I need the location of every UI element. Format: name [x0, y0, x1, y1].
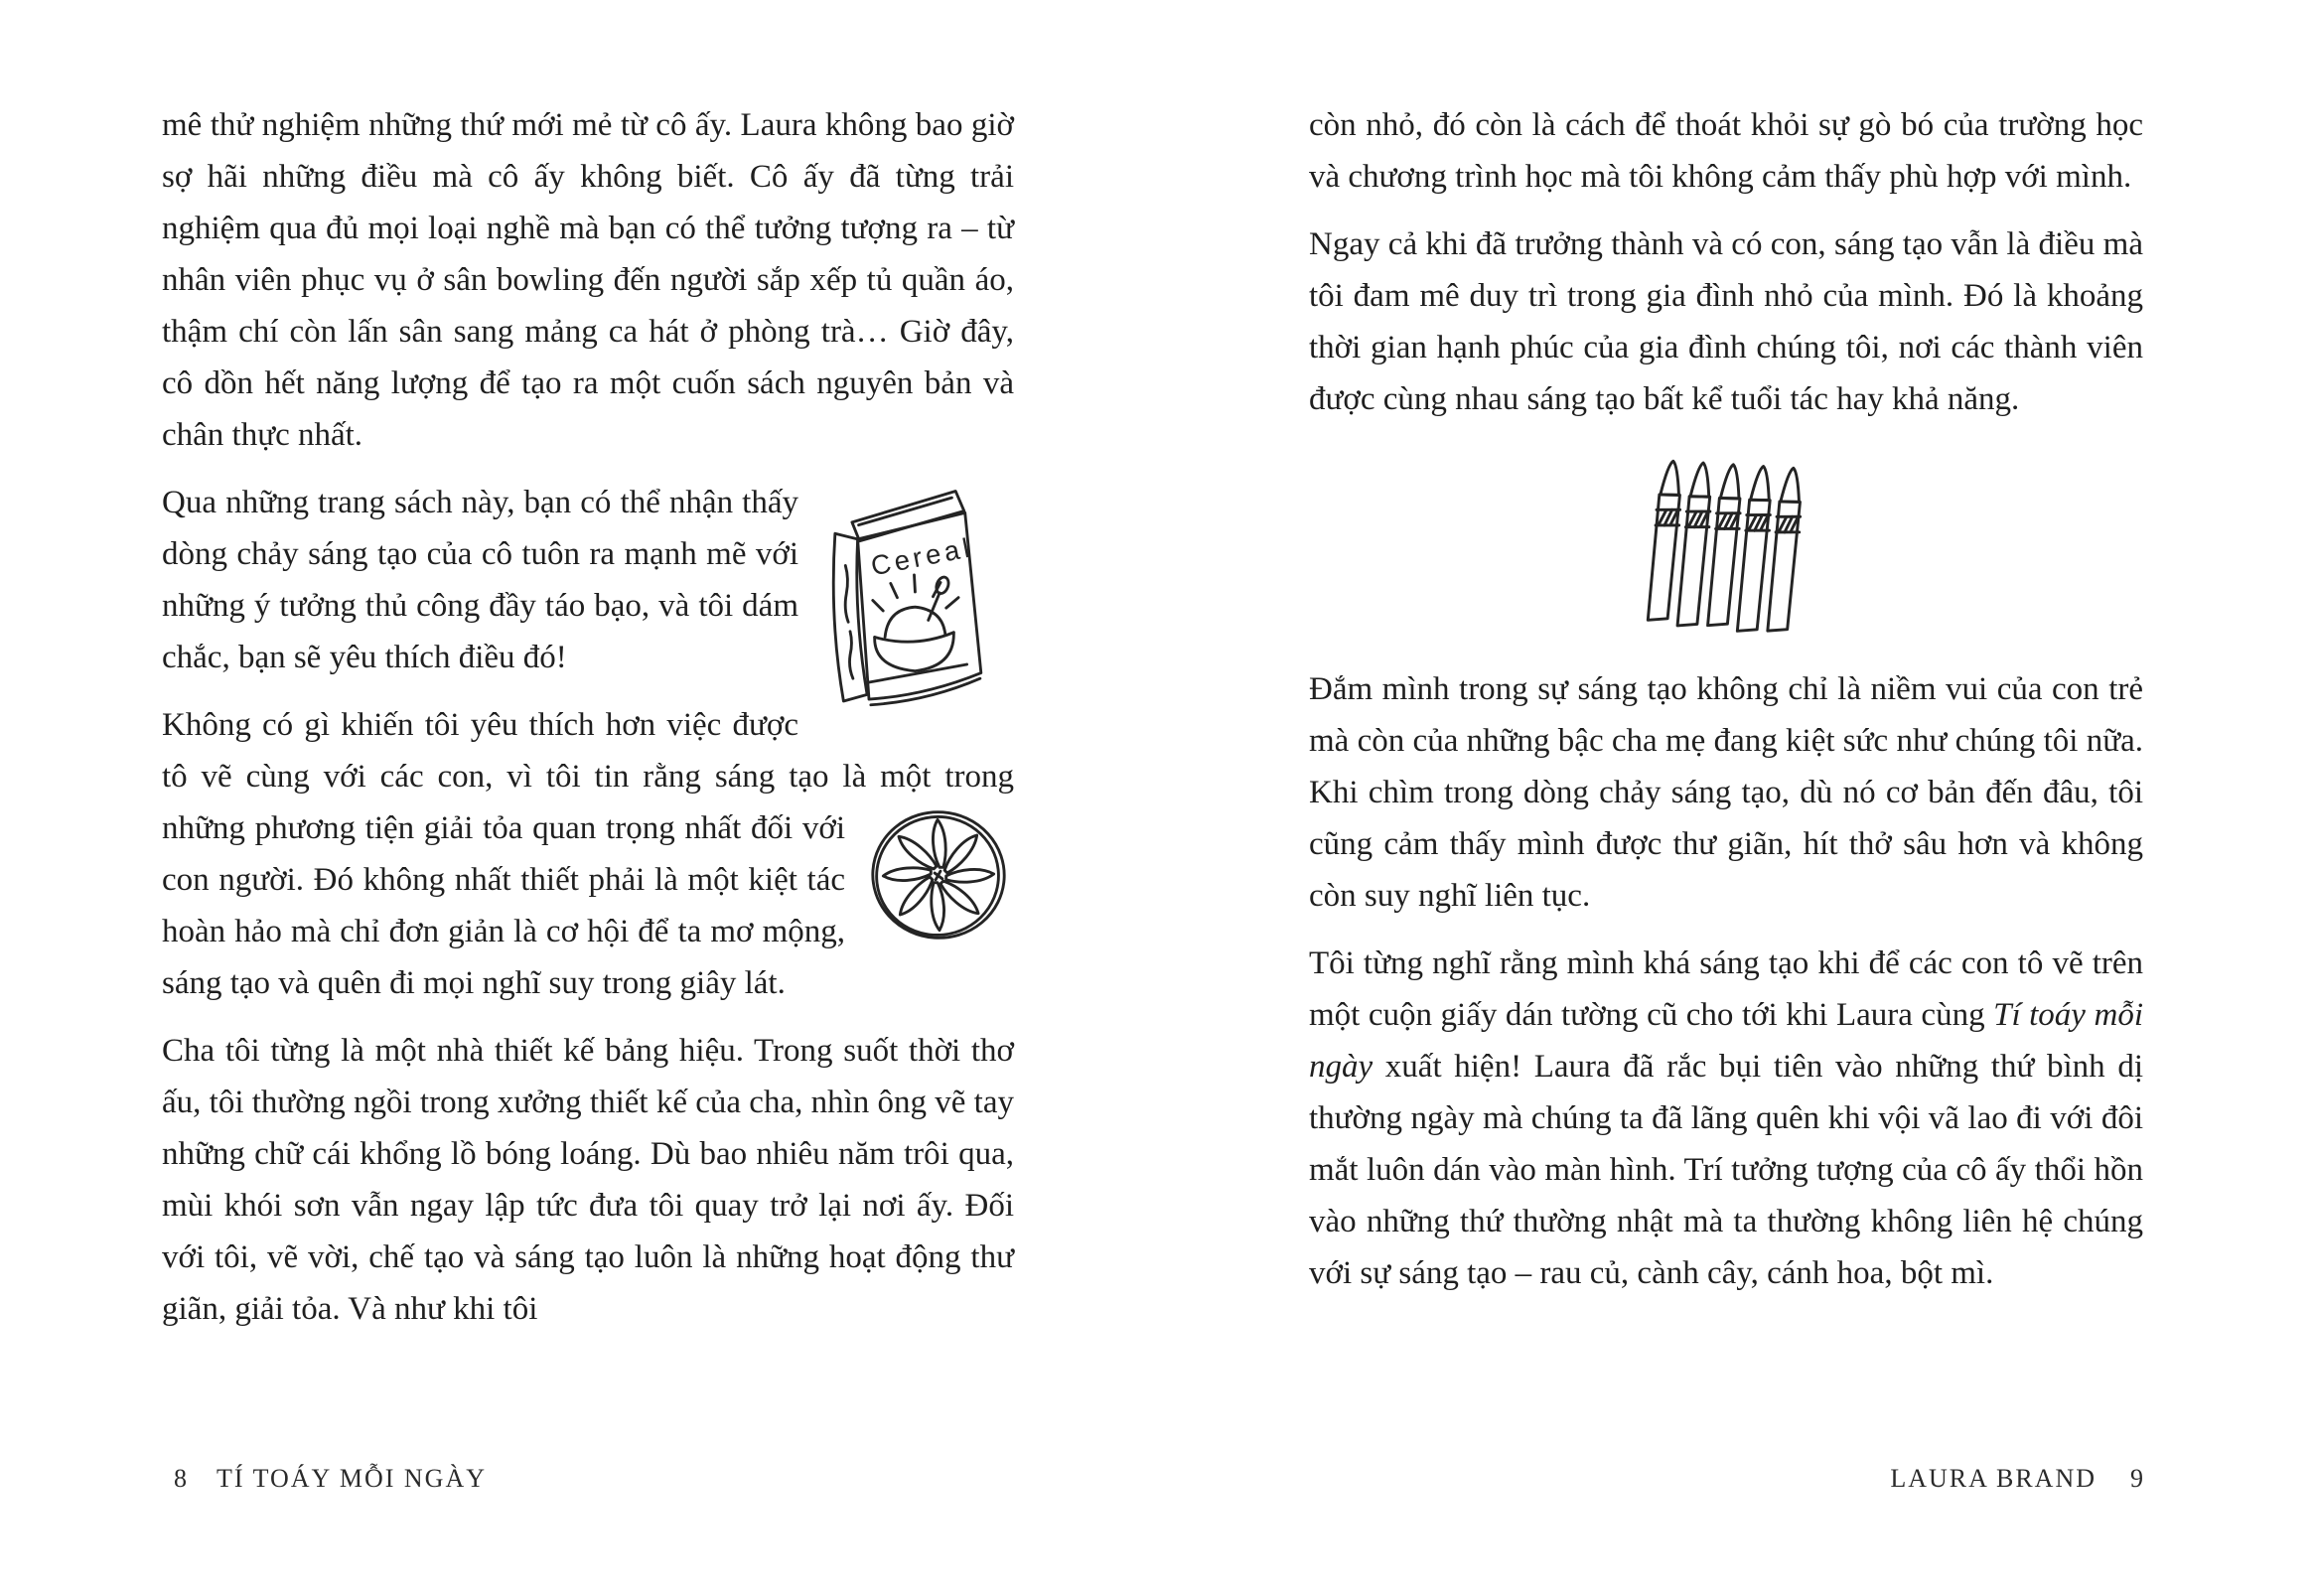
paragraph-text: Qua những trang sách này, bạn có thể nhận thấy dòng chảy sáng tạo của cô tuôn ra mạnh mẽ với những ý tưởng thủ công đầy táo bạo, và tôi dám chắc, bạn sẽ yêu thích điều đó!: [162, 485, 798, 675]
page-number: 9: [2130, 1464, 2143, 1493]
running-title: TÍ TOÁY MỖI NGÀY: [217, 1464, 488, 1493]
right-page-text-block: [1309, 99, 2143, 1315]
paragraph-text: xuất hiện! Laura đã rắc bụi tiên vào những thứ bình dị thường ngày mà chúng ta đã lãng quên khi vội vã lao đi với đôi mắt luôn dán vào màn hình. Trí tưởng tượng của cô ấy thổi hồn vào những thứ thường nhật mà ta thường không liên hệ chúng với sự sáng tạo – rau củ, cành cây, cánh hoa, bột mì.: [1309, 1049, 2143, 1291]
paragraph: còn nhỏ, đó còn là cách để thoát khỏi sự gò bó của trường học và chương trình học mà tôi không cảm thấy phù hợp với mình.: [1309, 107, 2143, 195]
cereal-box-illustration: [814, 479, 1014, 741]
paragraph: [162, 477, 1014, 683]
crayons-illustration-container: [1309, 441, 2143, 640]
paragraph: mê thử nghiệm những thứ mới mẻ từ cô ấy. Laura không bao giờ sợ hãi những điều mà cô ấy không biết. Cô ấy đã từng trải nghiệm qua đủ mọi loại nghề mà bạn có thể tưởng tượng ra – từ nhân viên phục vụ ở sân bowling đến người sắp xếp tủ quần áo, thậm chí còn lấn sân sang mảng ca hát ở phòng trà… Giờ đây, cô dồn hết năng lượng để tạo ra một cuốn sách nguyên bản và chân thực nhất.: [162, 107, 1014, 453]
paragraph: [162, 699, 1014, 1009]
paragraph-text: con người. Đó không nhất thiết phải là một kiệt tác hoàn hảo mà chỉ đơn giản là cơ hội để ta mơ mộng, sáng tạo và quên đi mọi nghĩ suy trong giây lát.: [162, 862, 845, 1001]
citrus-slice-illustration: [863, 804, 1014, 945]
cereal-label: Cereal: [868, 531, 976, 582]
book-title-italic: Tí toáy mỗi ngày: [1309, 997, 2143, 1085]
right-page-footer: [1309, 1464, 2143, 1494]
paragraph: [1309, 938, 2143, 1299]
crayons-illustration: [1643, 441, 1809, 640]
left-page-footer: [174, 1464, 1014, 1494]
running-title: LAURA BRAND: [1890, 1464, 2097, 1493]
paragraph-text: Tôi từng nghĩ rằng mình khá sáng tạo khi để các con tô vẽ trên một cuộn giấy dán tường cũ cho tới khi Laura cùng: [1309, 945, 2143, 1033]
page-number: 8: [174, 1464, 187, 1493]
paragraph: Đắm mình trong sự sáng tạo không chỉ là niềm vui của con trẻ mà còn của những bậc cha mẹ đang kiệt sức như chúng tôi nữa. Khi chìm trong dòng chảy sáng tạo, dù nó cơ bản đến đâu, tôi cũng cảm thấy mình được thư giãn, hít thở sâu hơn và không còn suy nghĩ liên tục.: [1309, 671, 2143, 914]
paragraph-text: Không có gì khiến tôi yêu thích hơn việc được tô vẽ cùng với các con, vì tôi tin rằng sáng tạo là một trong những phương tiện giải tỏa quan trọng nhất đối với: [162, 707, 1014, 846]
left-page-text-block: [162, 99, 1014, 1351]
paragraph: Cha tôi từng là một nhà thiết kế bảng hiệu. Trong suốt thời thơ ấu, tôi thường ngồi trong xưởng thiết kế của cha, nhìn ông vẽ tay những chữ cái khổng lồ bóng loáng. Dù bao nhiêu năm trôi qua, mùi khói sơn vẫn ngay lập tức đưa tôi quay trở lại nơi ấy. Đối với tôi, vẽ vời, chế tạo và sáng tạo luôn là những hoạt động thư giãn, giải tỏa. Và như khi tôi: [162, 1033, 1014, 1327]
paragraph: Ngay cả khi đã trưởng thành và có con, sáng tạo vẫn là điều mà tôi đam mê duy trì trong gia đình nhỏ của mình. Đó là khoảng thời gian hạnh phúc của gia đình chúng tôi, nơi các thành viên được cùng nhau sáng tạo bất kể tuổi tác hay khả năng.: [1309, 226, 2143, 417]
